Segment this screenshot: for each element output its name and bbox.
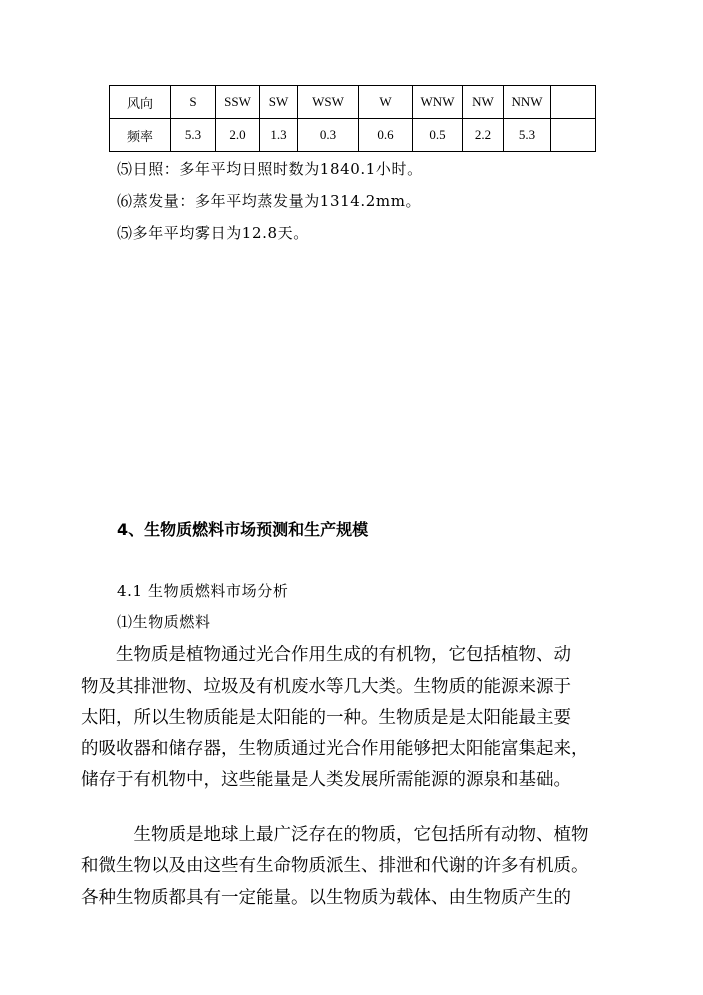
paragraph-line: 和微生物以及由这些有生命物质派生、排泄和代谢的许多有机质。 bbox=[81, 856, 589, 876]
frequency-cell bbox=[551, 119, 596, 152]
paragraph-line: 太阳，所以生物质能是太阳能的一种。生物质是是太阳能最主要 bbox=[81, 708, 571, 728]
paragraph-line: 各种生物质都具有一定能量。以生物质为载体、由生物质产生的 bbox=[81, 888, 571, 908]
direction-cell: W bbox=[359, 86, 413, 119]
item-title: ⑴生物质燃料 bbox=[117, 613, 211, 631]
frequency-row bbox=[110, 119, 596, 152]
paragraph-line: 生物质是植物通过光合作用生成的有机物，它包括植物、动 bbox=[81, 645, 571, 665]
direction-row bbox=[110, 86, 596, 119]
frequency-cell: 2.2 bbox=[463, 119, 504, 152]
sunshine-hours-line: ⑸日照：多年平均日照时数为1840.1小时。 bbox=[117, 160, 423, 178]
frequency-cell: 2.0 bbox=[216, 119, 260, 152]
frequency-cell: 0.5 bbox=[413, 119, 463, 152]
direction-cell: S bbox=[171, 86, 216, 119]
direction-cell: WSW bbox=[298, 86, 359, 119]
paragraph-line: 物及其排泄物、垃圾及有机废水等几大类。生物质的能源来源于 bbox=[81, 677, 571, 697]
frequency-label: 频率 bbox=[110, 119, 171, 152]
subsection-heading: 4.1 生物质燃料市场分析 bbox=[117, 582, 289, 600]
frequency-cell: 1.3 bbox=[260, 119, 298, 152]
evaporation-line: ⑹蒸发量：多年平均蒸发量为1314.2mm。 bbox=[117, 192, 422, 210]
direction-cell: WNW bbox=[413, 86, 463, 119]
wind-frequency-table bbox=[109, 85, 596, 152]
direction-cell: NW bbox=[463, 86, 504, 119]
paragraph-line: 储存于有机物中，这些能量是人类发展所需能源的源泉和基础。 bbox=[81, 770, 571, 790]
frequency-cell: 0.3 bbox=[298, 119, 359, 152]
fog-days-line: ⑸多年平均雾日为12.8天。 bbox=[117, 224, 309, 242]
direction-cell: SW bbox=[260, 86, 298, 119]
section-heading: 4、生物质燃料市场预测和生产规模 bbox=[117, 520, 369, 539]
frequency-cell: 5.3 bbox=[171, 119, 216, 152]
direction-label: 风向 bbox=[110, 86, 171, 119]
frequency-cell: 5.3 bbox=[504, 119, 551, 152]
paragraph-line: 的吸收器和储存器，生物质通过光合作用能够把太阳能富集起来， bbox=[81, 739, 589, 759]
direction-cell bbox=[551, 86, 596, 119]
paragraph-line: 生物质是地球上最广泛存在的物质，它包括所有动物、植物 bbox=[81, 825, 589, 845]
direction-cell: SSW bbox=[216, 86, 260, 119]
direction-cell: NNW bbox=[504, 86, 551, 119]
frequency-cell: 0.6 bbox=[359, 119, 413, 152]
